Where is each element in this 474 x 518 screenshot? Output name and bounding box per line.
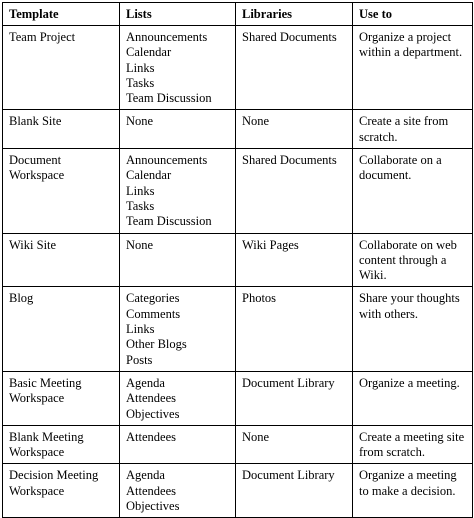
libraries-cell bbox=[236, 149, 353, 233]
header-template: Template bbox=[3, 3, 120, 26]
list-item: Agenda bbox=[126, 375, 165, 390]
template-name: Team Project bbox=[9, 30, 76, 44]
library-name: Document Library bbox=[242, 468, 335, 483]
template-cell bbox=[3, 371, 120, 425]
list-item: Calendar bbox=[126, 45, 172, 60]
list-item: Attendees bbox=[126, 483, 176, 498]
list-item: Attendees bbox=[126, 391, 176, 406]
template-cell bbox=[3, 425, 120, 464]
template-name: Document Workspace bbox=[9, 153, 65, 183]
list-item: Comments bbox=[126, 306, 181, 321]
list-item: Attendees bbox=[126, 429, 176, 444]
header-libraries: Libraries bbox=[236, 3, 353, 26]
table-row bbox=[3, 110, 473, 149]
table-row bbox=[3, 425, 473, 464]
lists-cell bbox=[120, 110, 236, 149]
list-item: Announcements bbox=[126, 30, 208, 44]
template-name: Blog bbox=[9, 291, 34, 306]
lists-cell bbox=[120, 233, 236, 287]
lists-cell bbox=[120, 464, 236, 518]
libraries-cell bbox=[236, 110, 353, 149]
table-row bbox=[3, 287, 473, 371]
library-name: None bbox=[242, 429, 270, 444]
list-item: Calendar bbox=[126, 168, 172, 183]
list-item: None bbox=[126, 114, 154, 129]
libraries-cell bbox=[236, 287, 353, 371]
use-to-description: Create a meeting site from scratch. bbox=[359, 429, 465, 460]
list-item: Team Discussion bbox=[126, 91, 212, 106]
template-cell bbox=[3, 110, 120, 149]
template-name: Blank Meeting Workspace bbox=[9, 429, 84, 460]
list-item: Links bbox=[126, 60, 155, 75]
library-name: Wiki Pages bbox=[242, 237, 299, 252]
use-to-description: Share your thoughts with others. bbox=[359, 291, 460, 321]
library-name: Shared Documents bbox=[242, 30, 337, 44]
list-item: Agenda bbox=[126, 468, 165, 483]
use-to-cell bbox=[353, 371, 473, 425]
template-name: Blank Site bbox=[9, 114, 62, 129]
use-to-description: Collaborate on web content through a Wiki. bbox=[359, 237, 457, 283]
use-to-description: Organize a meeting. bbox=[359, 375, 460, 390]
libraries-cell bbox=[236, 233, 353, 287]
template-cell bbox=[3, 287, 120, 371]
template-cell bbox=[3, 26, 120, 110]
use-to-cell bbox=[353, 110, 473, 149]
template-name: Decision Meeting Workspace bbox=[9, 468, 99, 498]
lists-cell bbox=[120, 425, 236, 464]
use-to-description: Organize a project within a department. bbox=[359, 30, 463, 60]
template-name: Basic Meeting Workspace bbox=[9, 375, 82, 406]
header-use-to: Use to bbox=[353, 3, 473, 26]
lists-cell bbox=[120, 149, 236, 233]
list-item: Other Blogs bbox=[126, 337, 187, 352]
use-to-description: Collaborate on a document. bbox=[359, 153, 442, 183]
libraries-cell bbox=[236, 464, 353, 518]
header-row bbox=[3, 3, 473, 26]
list-item: Links bbox=[126, 183, 155, 198]
libraries-cell bbox=[236, 425, 353, 464]
list-item: Announcements bbox=[126, 153, 208, 168]
table-row bbox=[3, 26, 473, 110]
use-to-cell bbox=[353, 425, 473, 464]
use-to-cell bbox=[353, 149, 473, 233]
site-templates-table bbox=[2, 2, 473, 518]
use-to-description: Create a site from scratch. bbox=[359, 114, 449, 144]
lists-cell bbox=[120, 371, 236, 425]
template-cell bbox=[3, 149, 120, 233]
table-row bbox=[3, 371, 473, 425]
lists-cell bbox=[120, 26, 236, 110]
table-row bbox=[3, 464, 473, 518]
template-name: Wiki Site bbox=[9, 237, 57, 252]
list-item: Tasks bbox=[126, 198, 155, 213]
list-item: Team Discussion bbox=[126, 214, 212, 229]
list-item: Objectives bbox=[126, 499, 180, 514]
header-lists: Lists bbox=[120, 3, 236, 26]
use-to-cell bbox=[353, 233, 473, 287]
library-name: Photos bbox=[242, 291, 277, 306]
library-name: Document Library bbox=[242, 375, 335, 390]
use-to-description: Organize a meeting to make a decision. bbox=[359, 468, 457, 498]
libraries-cell bbox=[236, 371, 353, 425]
list-item: Links bbox=[126, 322, 155, 337]
list-item: Objectives bbox=[126, 406, 180, 421]
library-name: Shared Documents bbox=[242, 153, 337, 168]
use-to-cell bbox=[353, 464, 473, 518]
library-name: None bbox=[242, 114, 270, 129]
use-to-cell bbox=[353, 287, 473, 371]
libraries-cell bbox=[236, 26, 353, 110]
list-item: Tasks bbox=[126, 75, 155, 90]
table-row bbox=[3, 233, 473, 287]
template-cell bbox=[3, 464, 120, 518]
template-cell bbox=[3, 233, 120, 287]
list-item: Categories bbox=[126, 291, 180, 306]
use-to-cell bbox=[353, 26, 473, 110]
list-item: Posts bbox=[126, 352, 153, 367]
list-item: None bbox=[126, 237, 154, 252]
table-row bbox=[3, 149, 473, 233]
lists-cell bbox=[120, 287, 236, 371]
